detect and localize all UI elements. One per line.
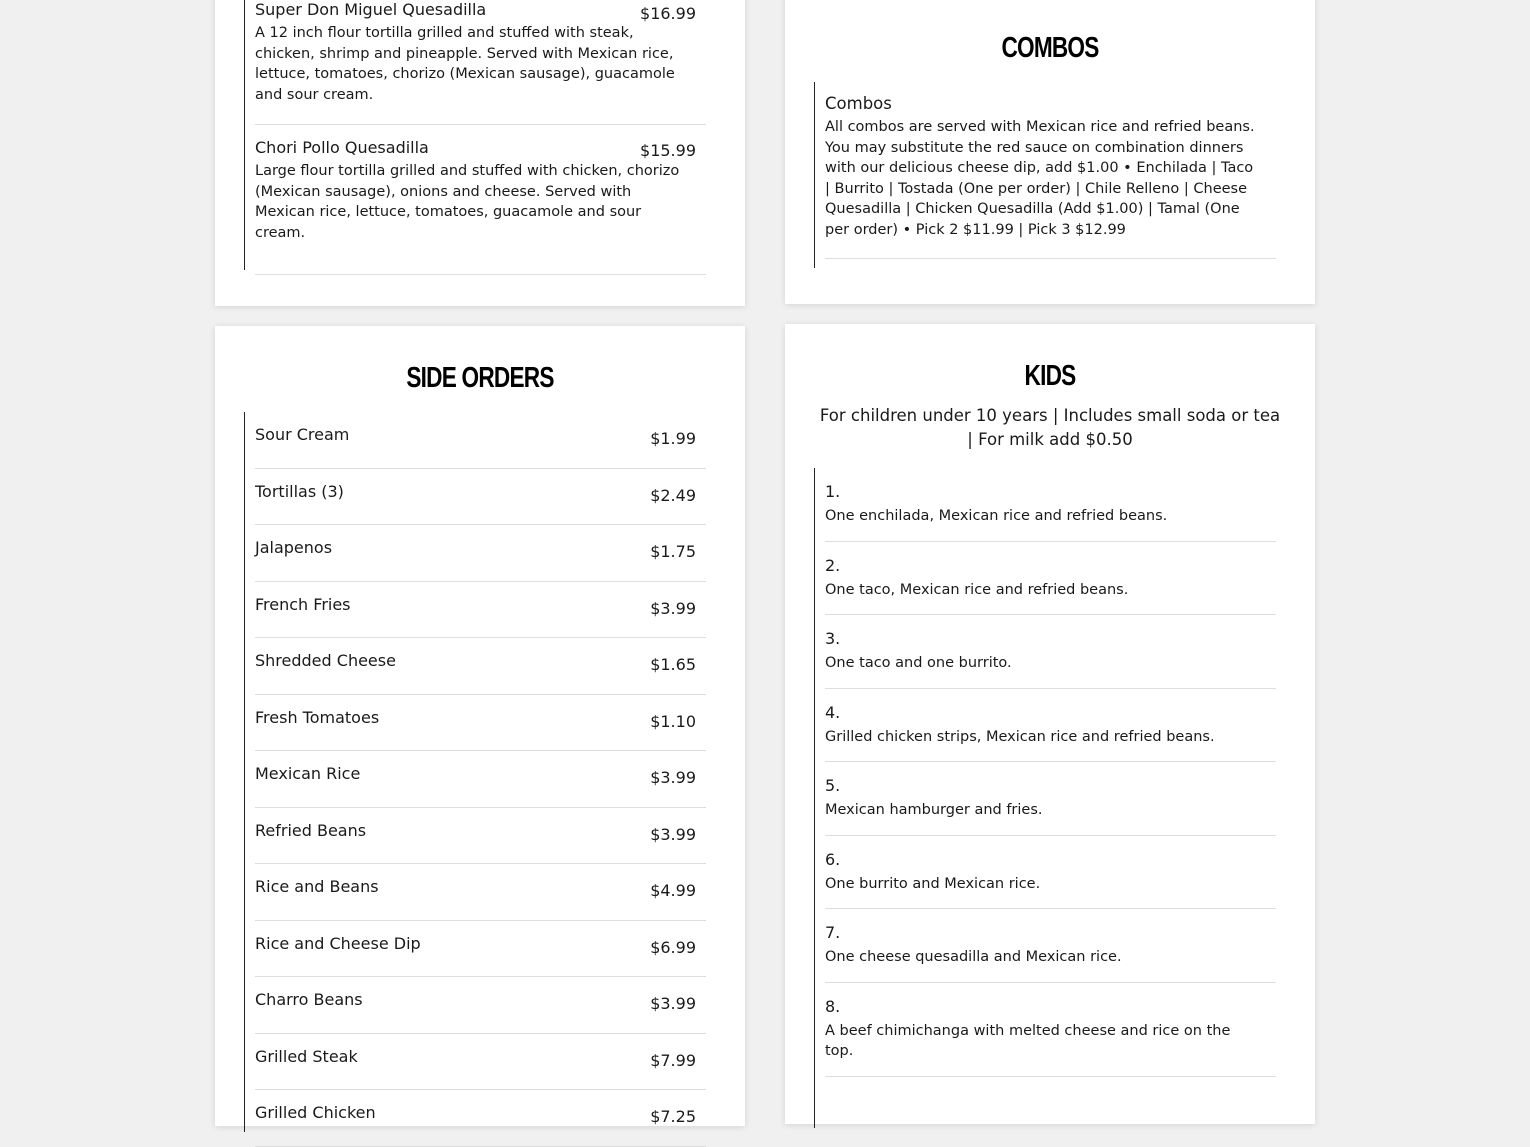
- kids-meal-description: One taco and one burrito.: [825, 655, 1012, 671]
- side-order-row: [255, 695, 706, 752]
- combos-list: [814, 82, 1276, 268]
- side-order-name: Rice and Beans: [255, 877, 379, 896]
- kids-meal-row: [825, 615, 1276, 689]
- side-order-name: Refried Beans: [255, 820, 367, 840]
- side-order-price: $7.25: [650, 1107, 696, 1126]
- kids-meal-description: Grilled chicken strips, Mexican rice and refried beans.: [825, 728, 1215, 745]
- side-order-price: $2.49: [650, 485, 696, 505]
- side-order-price: $7.99: [650, 1050, 696, 1070]
- side-order-price: $1.10: [650, 711, 696, 731]
- menu-item-name: Chori Pollo Quesadilla: [255, 138, 429, 157]
- menu-item: [825, 82, 1276, 259]
- kids-meal-number: 2.: [825, 555, 841, 575]
- menu-item-name: Combos: [825, 94, 892, 113]
- side-order-row: [255, 977, 706, 1034]
- kids-card: [785, 324, 1315, 1124]
- quesadillas-card: [215, 0, 745, 306]
- side-order-price: $3.99: [650, 598, 696, 618]
- combos-card: [785, 0, 1315, 304]
- side-order-name: Fresh Tomatoes: [255, 707, 380, 727]
- side-order-row: [255, 525, 706, 582]
- menu-item-description: A 12 inch flour tortilla grilled and stuffed with steak, chicken, shrimp and pineapple. Served with Mexican rice, lettuce, tomatoes, chorizo (Mexican sausage), guacamole and sour cream.: [255, 25, 675, 103]
- side-order-name: Tortillas (3): [255, 481, 344, 501]
- side-order-price: $3.99: [650, 824, 696, 844]
- side-order-name: Grilled Steak: [255, 1046, 358, 1066]
- side-order-row: [255, 921, 706, 978]
- side-order-row: [255, 469, 706, 526]
- menu-item-price: $16.99: [640, 4, 696, 23]
- side-order-price: $4.99: [650, 881, 696, 900]
- menu-item: [255, 125, 706, 275]
- kids-meal-description: One burrito and Mexican rice.: [825, 875, 1041, 892]
- side-order-name: Charro Beans: [255, 990, 363, 1009]
- kids-meal-number: 1.: [825, 482, 841, 501]
- kids-meal-row: [825, 468, 1276, 542]
- side-order-row: [255, 1034, 706, 1091]
- menu-item-name: Super Don Miguel Quesadilla: [255, 0, 487, 19]
- kids-meal-number: 8.: [825, 996, 841, 1016]
- side-order-price: $1.75: [650, 542, 696, 561]
- kids-meal-description: One enchilada, Mexican rice and refried beans.: [825, 508, 1168, 524]
- quesadillas-list: [244, 0, 706, 270]
- side-order-row: [255, 582, 706, 639]
- side-order-name: Jalapenos: [255, 538, 333, 557]
- menu-item-description: Large flour tortilla grilled and stuffed with chicken, chorizo (Mexican sausage), onions and cheese. Served with Mexican rice, lettuce, tomatoes, guacamole and sour cream.: [255, 163, 680, 241]
- side-order-price: $3.99: [650, 768, 696, 787]
- kids-meal-row: [825, 983, 1276, 1077]
- side-order-price: $1.99: [650, 429, 696, 448]
- section-title: COMBOS: [1001, 32, 1099, 64]
- kids-meal-number: 5.: [825, 776, 841, 795]
- kids-meal-row: [825, 909, 1276, 983]
- kids-subtitle: For children under 10 years | Includes small soda or tea | For milk add $0.50: [819, 406, 1281, 449]
- side-orders-list: [244, 412, 706, 1132]
- kids-meal-row: [825, 689, 1276, 763]
- side-order-name: Mexican Rice: [255, 764, 361, 783]
- kids-meal-number: 7.: [825, 923, 841, 942]
- kids-meal-description: Mexican hamburger and fries.: [825, 802, 1043, 818]
- kids-meal-description: One taco, Mexican rice and refried beans.: [825, 581, 1129, 598]
- kids-meal-description: One cheese quesadilla and Mexican rice.: [825, 949, 1122, 965]
- side-order-name: Shredded Cheese: [255, 651, 396, 670]
- side-order-name: Rice and Cheese Dip: [255, 933, 421, 953]
- side-order-name: Sour Cream: [255, 425, 350, 444]
- side-order-row: [255, 808, 706, 865]
- kids-meal-row: [825, 836, 1276, 910]
- side-order-price: $3.99: [650, 994, 696, 1013]
- menu-item-description: All combos are served with Mexican rice and refried beans. You may substitute the red sauce on combination dinners with our delicious cheese dip, add $1.00 • Enchilada | Taco | Burrito | Tostada (One per order) | Chile Relleno | Cheese Quesadilla | Chicken Quesadilla (Add $1.00) | Tamal (One per order) • Pick 2 $11.99 | Pick 3 $12.99: [825, 119, 1255, 238]
- side-order-price: $1.65: [650, 655, 696, 674]
- side-order-row: [255, 412, 706, 469]
- kids-meal-number: 6.: [825, 849, 841, 869]
- side-order-name: French Fries: [255, 594, 351, 614]
- side-order-row: [255, 638, 706, 695]
- section-title: KIDS: [1024, 360, 1076, 392]
- kids-meal-row: [825, 542, 1276, 616]
- kids-meal-row: [825, 762, 1276, 836]
- kids-meal-description: A beef chimichanga with melted cheese and rice on the top.: [825, 1022, 1231, 1059]
- side-order-name: Grilled Chicken: [255, 1103, 376, 1122]
- side-order-row: [255, 864, 706, 921]
- section-title: SIDE ORDERS: [406, 362, 554, 394]
- side-order-row: [255, 1090, 706, 1147]
- menu-item: [255, 0, 706, 125]
- kids-list: [814, 468, 1276, 1128]
- side-order-price: $6.99: [650, 937, 696, 957]
- side-order-row: [255, 751, 706, 808]
- menu-item-price: $15.99: [640, 141, 696, 160]
- kids-meal-number: 3.: [825, 629, 841, 648]
- side-orders-card: [215, 326, 745, 1126]
- kids-meal-number: 4.: [825, 702, 841, 722]
